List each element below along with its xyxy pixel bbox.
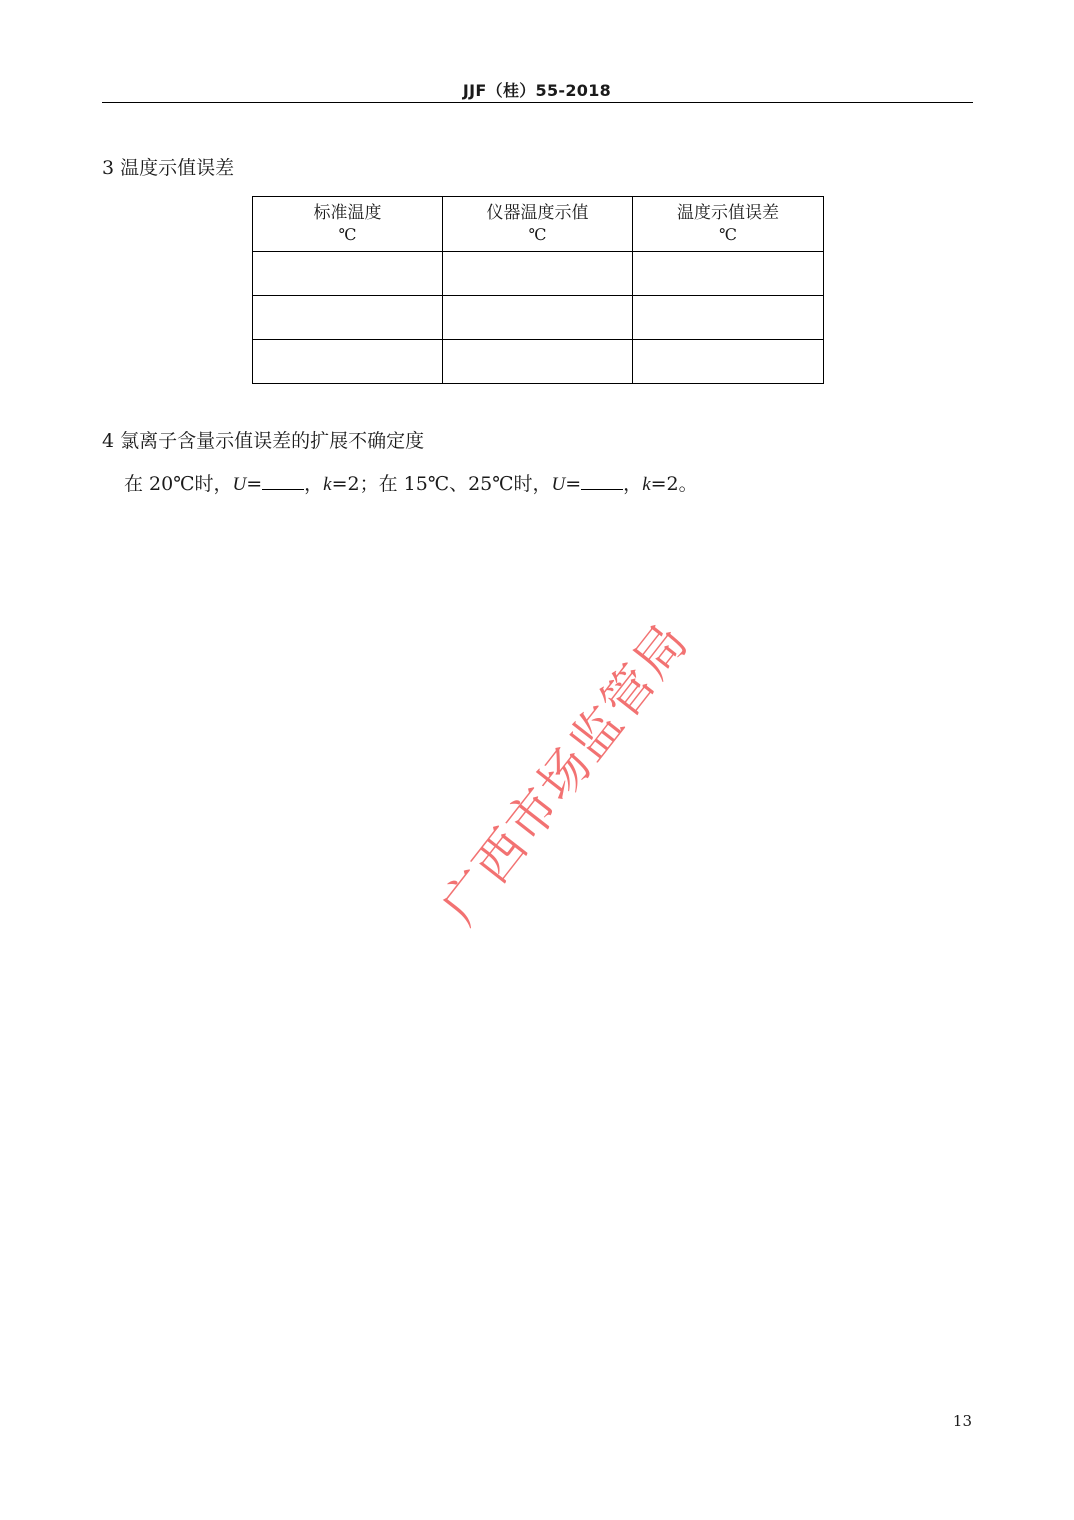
table-cell xyxy=(633,296,824,340)
column-header-standard-temperature xyxy=(253,197,443,252)
column-label: 温度示值误差 xyxy=(677,203,779,223)
symbol-k: k xyxy=(323,474,332,495)
symbol-U: U xyxy=(551,474,566,495)
table-cell xyxy=(253,296,443,340)
watermark: 广西市场监管局 xyxy=(430,612,701,935)
column-unit: ℃ xyxy=(719,225,737,244)
section-3-heading: 3 温度示值误差 xyxy=(102,157,235,179)
table-cell xyxy=(443,340,633,384)
table-row xyxy=(253,252,824,296)
uncertainty-statement xyxy=(124,472,698,497)
section-4-heading: 4 氯离子含量示值误差的扩展不确定度 xyxy=(102,430,425,452)
table-cell xyxy=(633,252,824,296)
column-label: 标准温度 xyxy=(313,203,382,223)
column-header-instrument-reading xyxy=(443,197,633,252)
header-rule xyxy=(102,102,973,103)
column-unit: ℃ xyxy=(338,225,357,244)
table-cell xyxy=(443,296,633,340)
symbol-U: U xyxy=(232,474,247,495)
column-label: 仪器温度示值 xyxy=(486,203,589,223)
text-segment: =2；在 15℃、25℃时， xyxy=(331,473,552,495)
table-cell xyxy=(253,340,443,384)
temperature-error-table xyxy=(252,196,824,384)
table-row xyxy=(253,296,824,340)
text-segment: =2。 xyxy=(650,473,698,495)
fill-in-blank xyxy=(262,473,304,490)
text-segment: 在 20℃时， xyxy=(124,473,233,495)
table-header-row xyxy=(253,197,824,252)
text-segment: ， xyxy=(623,473,643,495)
text-segment: ， xyxy=(304,473,324,495)
column-header-temperature-error xyxy=(633,197,824,252)
document-code-header: JJF（桂）55-2018 xyxy=(462,81,612,100)
text-segment: = xyxy=(565,473,582,495)
table-cell xyxy=(253,252,443,296)
fill-in-blank xyxy=(581,473,623,490)
symbol-k: k xyxy=(642,474,651,495)
table-cell xyxy=(633,340,824,384)
column-unit: ℃ xyxy=(528,225,547,244)
text-segment: = xyxy=(246,473,263,495)
table-cell xyxy=(443,252,633,296)
page-number: 13 xyxy=(952,1412,972,1430)
table-row xyxy=(253,340,824,384)
